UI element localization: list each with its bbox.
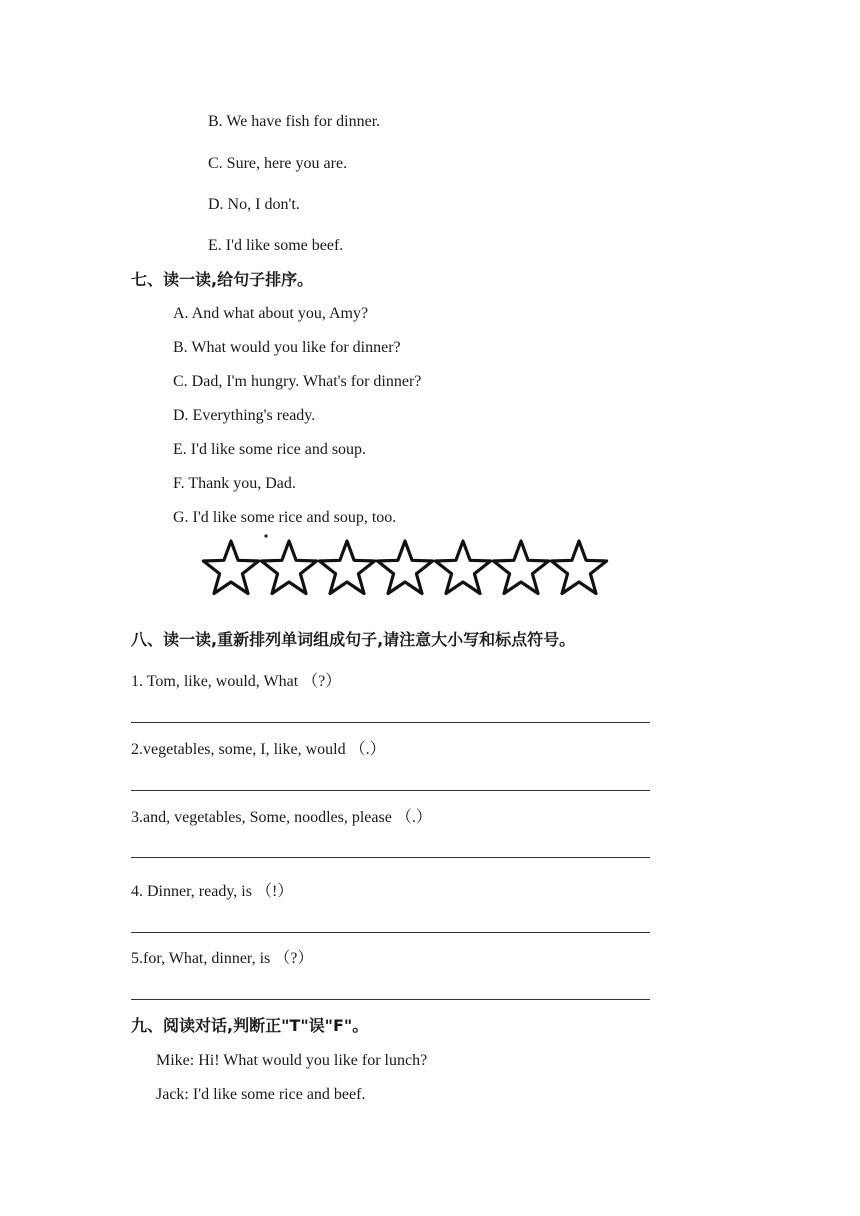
option-b: B. We have fish for dinner. <box>208 113 381 130</box>
sentence-f: F. Thank you, Dad. <box>173 475 296 492</box>
star-answer-box-5[interactable] <box>435 541 490 594</box>
reorder-item-5: 5.for, What, dinner, is （?） <box>131 950 314 967</box>
dialogue-line-mike: Mike: Hi! What would you like for lunch? <box>156 1052 428 1069</box>
answer-line-2[interactable] <box>131 790 650 791</box>
answer-line-4[interactable] <box>131 932 650 933</box>
answer-line-3[interactable] <box>131 857 650 858</box>
star-answer-box-3[interactable] <box>319 541 374 594</box>
reorder-item-4: 4. Dinner, ready, is （!） <box>131 883 294 900</box>
star-answer-box-4[interactable] <box>377 541 432 594</box>
option-c: C. Sure, here you are. <box>208 155 348 172</box>
section9-title: 九、阅读对话,判断正"T"误"F"。 <box>131 1016 369 1035</box>
ink-dot <box>264 534 267 537</box>
sentence-e: E. I'd like some rice and soup. <box>173 441 367 458</box>
sentence-c: C. Dad, I'm hungry. What's for dinner? <box>173 373 422 390</box>
section8-title: 八、读一读,重新排列单词组成句子,请注意大小写和标点符号。 <box>131 630 576 649</box>
option-e: E. I'd like some beef. <box>208 237 344 254</box>
star-answer-box-2[interactable] <box>261 541 316 594</box>
option-d: D. No, I don't. <box>208 196 300 213</box>
sentence-g: G. I'd like some rice and soup, too. <box>173 509 397 526</box>
sentence-b: B. What would you like for dinner? <box>173 339 401 356</box>
star-answer-box-1[interactable] <box>203 541 258 594</box>
answer-line-5[interactable] <box>131 999 650 1000</box>
answer-line-1[interactable] <box>131 722 650 723</box>
section7-title: 七、读一读,给句子排序。 <box>131 270 314 289</box>
reorder-item-1: 1. Tom, like, would, What （?） <box>131 673 342 690</box>
sentence-a: A. And what about you, Amy? <box>173 305 369 322</box>
dialogue-line-jack: Jack: I'd like some rice and beef. <box>156 1086 366 1103</box>
answer-stars <box>200 532 610 604</box>
sentence-d: D. Everything's ready. <box>173 407 316 424</box>
star-answer-box-6[interactable] <box>493 541 548 594</box>
reorder-item-2: 2.vegetables, some, I, like, would （.） <box>131 741 386 758</box>
reorder-item-3: 3.and, vegetables, Some, noodles, please （.） <box>131 809 432 826</box>
star-answer-box-7[interactable] <box>551 541 606 594</box>
